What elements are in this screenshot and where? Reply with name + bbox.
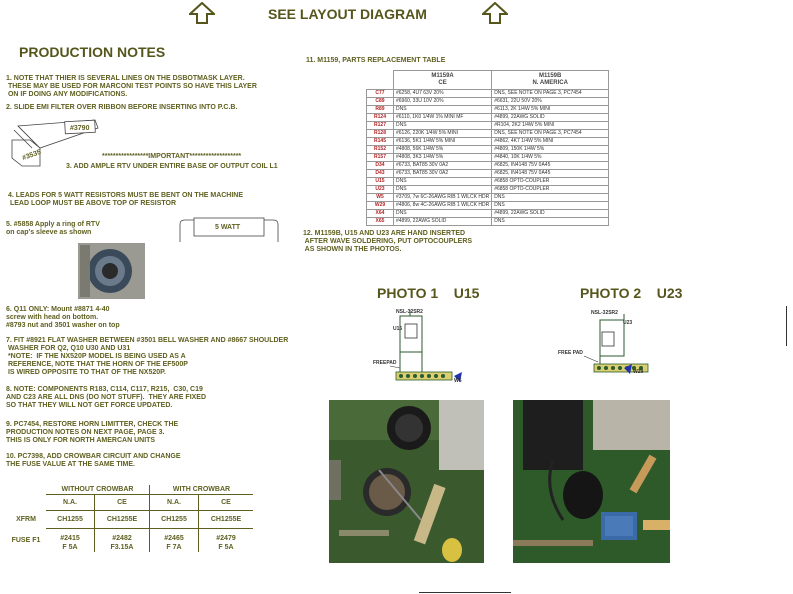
col-header: CE — [199, 495, 254, 511]
table-row — [367, 162, 609, 170]
table-row — [367, 138, 609, 146]
part-ref: D43 — [367, 170, 394, 178]
m1159b-value: #4899, 22AWG SOLID — [492, 114, 609, 122]
note-1: 1. NOTE THAT THIER IS SEVERAL LINES ON THE DSBOTMASK LAYER. THESE MAY BE USED FOR MARCONI TEST POINTS SO HAVE THIS LAYER ON IF DOING ANY MODIFICATIONS. — [6, 75, 257, 98]
table-cell: #2415 — [60, 535, 80, 542]
m1159a-value: #4806, 8w 4C-26AWG RIB 1 WILCK HDR — [394, 202, 492, 210]
col-m1159b-header: M1159B N. AMERICA — [492, 71, 609, 90]
table-row — [367, 202, 609, 210]
part-ref: R157 — [367, 154, 394, 162]
m1159a-value: DNS — [394, 122, 492, 130]
part-ref: U15 — [367, 178, 394, 186]
m1159b-value: #6858 OPTO-COUPLER — [492, 178, 609, 186]
note-10: 10. PC7398, ADD CROWBAR CIRCUIT AND CHANGE THE FUSE VALUE AT THE SAME TIME. — [6, 453, 181, 468]
part-ref: W29 — [367, 202, 394, 210]
capacitor-photo — [78, 243, 145, 299]
table-cell: #2465 — [150, 529, 199, 544]
part-ref: R145 — [367, 138, 394, 146]
m1159b-value: DNS — [492, 202, 609, 210]
production-notes-title: PRODUCTION NOTES — [19, 44, 166, 60]
u23-photo — [513, 400, 670, 563]
photo-1-u-label: U15 — [393, 326, 403, 332]
up-arrow-icon — [482, 2, 508, 24]
ribbon-label-1: #3790 — [70, 125, 90, 132]
table-row — [367, 170, 609, 178]
part-ref: R89 — [367, 106, 394, 114]
part-ref: D34 — [367, 162, 394, 170]
u15-layout-diagram — [370, 306, 470, 388]
m1159b-value: #6825, IN4148 75V 0A45 — [492, 170, 609, 178]
table-cell: #2479 — [199, 529, 254, 544]
part-ref: R128 — [367, 130, 394, 138]
table-cell: CH1255 — [150, 511, 199, 529]
table-row — [367, 90, 609, 98]
m1159a-value: #6136, 5K1 1/4W 5% MINI — [394, 138, 492, 146]
table-cell: CH1255E — [199, 511, 254, 529]
photo-1-title: PHOTO 1 U15 — [377, 285, 480, 301]
group-with-crowbar: WITH CROWBAR — [150, 485, 254, 495]
photo-2-u-label: U23 — [623, 320, 633, 326]
note-12: 12. M1159B, U15 AND U23 ARE HAND INSERTED AFTER WAVE SOLDERING, PUT OPTOCOUPLERS AS SHOWN IN THE PHOTOS. — [303, 230, 473, 253]
m1159b-value: #4840, 10K 1/4W 5% — [492, 154, 609, 162]
table-cell: CH1255 — [46, 511, 95, 529]
m1159a-value: #4808, 56K 1/4W 5% — [394, 146, 492, 154]
page-title: SEE LAYOUT DIAGRAM — [268, 6, 427, 22]
table-cell: F3.15A — [95, 543, 150, 552]
photo-2-pad-label: FREE PAD — [558, 350, 583, 356]
m1159a-value: #4808, 3K3 1/4W 5% — [394, 154, 492, 162]
table-row — [367, 218, 609, 226]
table-row — [367, 122, 609, 130]
part-ref: X64 — [367, 210, 394, 218]
table-row — [367, 146, 609, 154]
m1159b-value: #4899, 22AWG SOLID — [492, 210, 609, 218]
photo-2-title: PHOTO 2 U23 — [580, 285, 683, 301]
table-cell: CH1255E — [95, 511, 150, 529]
note-7: 7. FIT #8921 FLAT WASHER BETWEEN #3501 BELL WASHER AND #8667 SHOULDER WASHER FOR Q2, Q10 U30 AND U31 *NOTE: IF THE NX520P MODEL IS BEING USED AS A REFERENCE, NOTE THAT THE HORN OF THE EF500P IS WIRED OPPOSITE TO THAT OF THE NX520P. — [6, 337, 289, 376]
part-ref: W5 — [367, 194, 394, 202]
u23-layout-diagram — [560, 306, 660, 388]
m1159b-value: #4809, 150K 1/4W 5% — [492, 146, 609, 154]
part-ref: R124 — [367, 114, 394, 122]
resistor-label: 5 WATT — [215, 224, 241, 231]
part-ref: R152 — [367, 146, 394, 154]
table-row — [367, 130, 609, 138]
table-cell: F 5A — [199, 543, 254, 552]
col-header: N.A. — [46, 495, 95, 511]
parts-table — [366, 70, 609, 226]
m1159a-value: DNS — [394, 186, 492, 194]
part-ref: C89 — [367, 98, 394, 106]
photo-2-top-label: NSL-32SR2 — [591, 310, 618, 316]
table-row — [367, 106, 609, 114]
table-row — [367, 178, 609, 186]
table-cell: F 7A — [150, 543, 199, 552]
group-without-crowbar: WITHOUT CROWBAR — [46, 485, 150, 495]
fuse-table — [6, 485, 253, 552]
m1159a-value: #4899, 22AWG SOLID — [394, 218, 492, 226]
m1159a-value: #6733, BAT85 30V 0A2 — [394, 170, 492, 178]
table-cell: #2482 — [95, 529, 150, 544]
m1159a-value: #6110, 1K0 1/4W 1% MINI MF — [394, 114, 492, 122]
part-ref: R127 — [367, 122, 394, 130]
page-edge-line — [786, 306, 787, 346]
m1159a-value: #3709, 7w 6C-26AWG RIB 1 WILCK HDR — [394, 194, 492, 202]
part-ref: X65 — [367, 218, 394, 226]
up-arrow-icon — [189, 2, 215, 24]
important-banner: *****************IMPORTANT******************* — [102, 153, 242, 160]
note-4: 4. LEADS FOR 5 WATT RESISTORS MUST BE BENT ON THE MACHINE LEAD LOOP MUST BE ABOVE TOP OF RESISTOR — [8, 192, 244, 207]
m1159a-value: DNS — [394, 210, 492, 218]
m1159b-value: DNS, SEE NOTE ON PAGE 3, PC7454 — [492, 90, 609, 98]
m1159b-value: #6858 OPTO-COUPLER — [492, 186, 609, 194]
note-3: 3. ADD AMPLE RTV UNDER ENTIRE BASE OF OUTPUT COIL L1 — [66, 163, 278, 170]
m1159b-value: DNS, SEE NOTE ON PAGE 3, PC7454 — [492, 130, 609, 138]
note-2: 2. SLIDE EMI FILTER OVER RIBBON BEFORE INSERTING INTO P.C.B. — [6, 104, 238, 111]
photo-2-w-label: W29 — [633, 369, 644, 375]
note-5: 5. #5858 Apply a ring of RTV on cap's sleeve as shown — [6, 221, 100, 236]
table-row — [367, 154, 609, 162]
u15-photo — [329, 400, 484, 563]
m1159a-value: #6960, 33U 10V 20% — [394, 98, 492, 106]
m1159b-value: DNS — [492, 194, 609, 202]
parts-table-title: 11. M1159, PARTS REPLACEMENT TABLE — [306, 57, 446, 64]
table-row — [367, 194, 609, 202]
table-row — [367, 210, 609, 218]
photo-1-w-label: W5 — [454, 378, 462, 384]
m1159b-value: #4862, 4K7 1/4W 5% MINI — [492, 138, 609, 146]
note-8: 8. NOTE: COMPONENTS R183, C114, C117, R215, C30, C19 AND C23 ARE ALL DNS (DO NOT STUFF). THEY ARE FIXED SO THAT THEY WILL NOT GET FORCE UPDATED. — [6, 386, 207, 409]
m1159b-value: DNS — [492, 218, 609, 226]
m1159a-value: DNS — [394, 106, 492, 114]
m1159b-value: #R104, 2K2 1/4W 5% MINI — [492, 122, 609, 130]
m1159b-value: #6825, IN4148 75V 0A45 — [492, 162, 609, 170]
col-m1159a-header: M1159A CE — [394, 71, 492, 90]
col-header: CE — [95, 495, 150, 511]
m1159b-value: #6113, 2K 1/4W 5% MINI — [492, 106, 609, 114]
m1159a-value: #6258, 4U7 63V 20% — [394, 90, 492, 98]
part-ref: C77 — [367, 90, 394, 98]
table-row — [367, 114, 609, 122]
col-header: N.A. — [150, 495, 199, 511]
footer-line — [419, 592, 511, 593]
m1159a-value: DNS — [394, 178, 492, 186]
note-9: 9. PC7454, RESTORE HORN LIMITTER, CHECK THE PRODUCTION NOTES ON NEXT PAGE, PAGE 3. THIS IS ONLY FOR NORTH AMERCAN UNITS — [6, 421, 179, 444]
table-row — [367, 98, 609, 106]
table-cell: F 5A — [62, 544, 78, 551]
table-row — [367, 186, 609, 194]
m1159b-value: #6631, 22U 50V 20% — [492, 98, 609, 106]
m1159a-value: #6126, 220K 1/4W 5% MINI — [394, 130, 492, 138]
note-6: 6. Q11 ONLY: Mount #8871 4-40 screw with head on bottom. #8793 nut and 3501 washer on top — [6, 306, 120, 329]
part-ref: U23 — [367, 186, 394, 194]
photo-1-pad-label: FREEPAD — [373, 360, 397, 366]
m1159a-value: #6733, BAT85 30V 0A2 — [394, 162, 492, 170]
row-label-fuse: FUSE F1 — [11, 536, 41, 544]
ribbon-label-2: #3535 — [21, 148, 43, 163]
photo-1-top-label: NSL-32SR2 — [396, 309, 423, 315]
row-label-xfrm: XFRM — [16, 516, 36, 523]
